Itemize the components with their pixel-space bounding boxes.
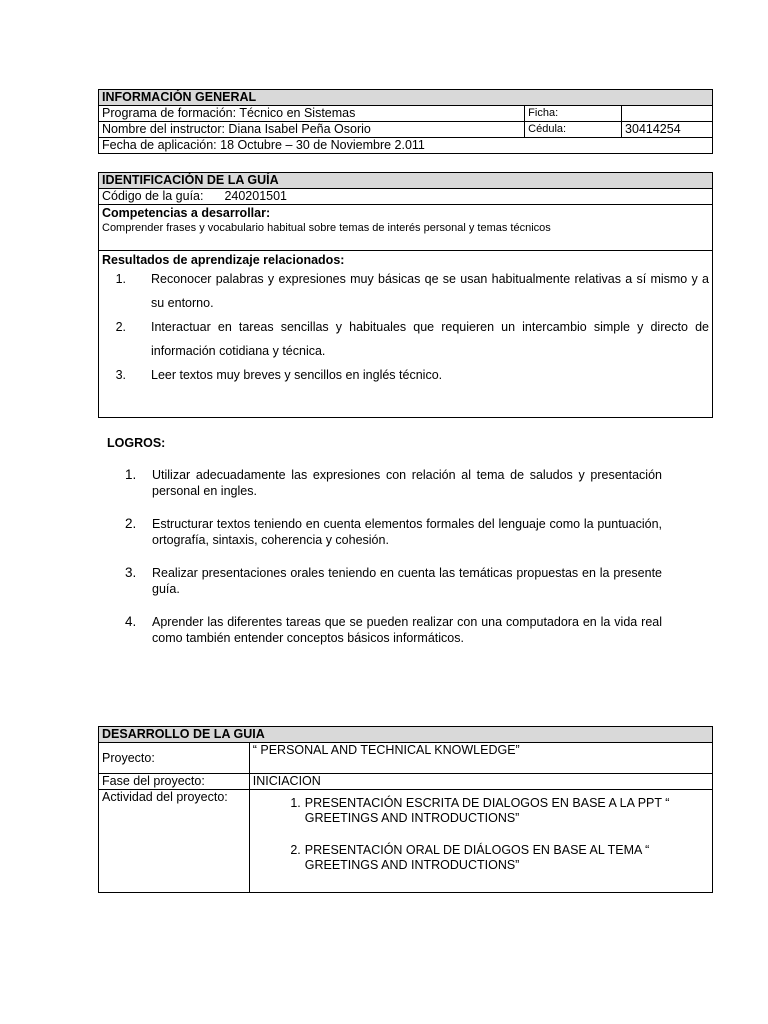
list-item-text: Estructurar textos teniendo en cuenta elementos formales del lenguaje como la puntuación, ortografía, sintaxis, coherencia y cohesión. [152,517,662,547]
list-item-text: Leer textos muy breves y sencillos en inglés técnico. [151,368,443,382]
general-info-table [98,89,713,154]
list-item [125,516,662,548]
competencies-title: Competencias a desarrollar: [102,206,271,220]
activity-cell [249,790,712,893]
guide-code-value: 240201501 [224,189,288,203]
phase-label: Fase del proyecto: [99,774,250,790]
logros-title: LOGROS: [107,436,166,450]
competencies-text: Comprender frases y vocabulario habitual sobre temas de interés personal y temas técnicos [102,222,551,234]
list-item-number: 1. [290,796,301,810]
activity-list [253,796,709,873]
list-item-number: 2. [290,843,301,857]
ficha-label: Ficha: [525,106,622,122]
list-item-number: 4. [125,614,137,629]
list-item-text: Utilizar adecuadamente las expresiones con relación al tema de saludos y presentación personal en ingles. [152,468,662,498]
list-item [102,315,709,363]
list-item-text: Interactuar en tareas sencillas y habituales que requieren un intercambio simple y directo de información cotidiana y técnica. [151,320,709,358]
list-item-text: Aprender las diferentes tareas que se pueden realizar con una computadora en la vida real como también entender conceptos básicos informáticos. [152,615,662,645]
list-item [102,267,709,315]
list-item [253,843,709,873]
date-field: Fecha de aplicación: 18 Octubre – 30 de Noviembre 2.011 [99,138,713,154]
list-item-number: 3. [125,565,137,580]
results-list [102,267,709,387]
guide-code-row [99,189,713,205]
project-value: “ PERSONAL AND TECHNICAL KNOWLEDGE” [249,743,712,774]
list-item [125,614,662,646]
list-item-text: PRESENTACIÓN ESCRITA DE DIALOGOS EN BASE A LA PPT “ GREETINGS AND INTRODUCTIONS” [304,796,670,825]
list-item-number: 2. [115,320,126,334]
results-title: Resultados de aprendizaje relacionados: [102,253,345,267]
cedula-value: 30414254 [622,122,713,138]
instructor-field: Nombre del instructor: Diana Isabel Peña Osorio [99,122,525,138]
list-item-text: PRESENTACIÓN ORAL DE DIÁLOGOS EN BASE AL TEMA “ GREETINGS AND INTRODUCTIONS” [304,843,650,872]
list-item-number: 1. [115,272,126,286]
list-item [125,565,662,597]
list-item-text: Reconocer palabras y expresiones muy básicas qe se usan habitualmente relativas a sí mismo y a su entorno. [151,272,709,310]
development-table [98,726,713,893]
guide-code-label: Código de la guía: [102,189,204,203]
list-item-text: Realizar presentaciones orales teniendo en cuenta las temáticas propuestas en la presente guía. [152,566,662,596]
competencies-cell [99,205,713,251]
program-field: Programa de formación: Técnico en Sistemas [99,106,525,122]
list-item [102,363,709,387]
guide-id-header: IDENTIFICACIÓN DE LA GUÍA [99,173,713,189]
ficha-value [622,106,713,122]
development-header: DESARROLLO DE LA GUIA [99,727,713,743]
activity-label: Actividad del proyecto: [99,790,250,893]
list-item [253,796,709,826]
results-cell [99,251,713,418]
project-label: Proyecto: [99,743,250,774]
phase-value: INICIACION [249,774,712,790]
cedula-label: Cédula: [525,122,622,138]
list-item-number: 1. [125,467,137,482]
guide-id-table [98,172,713,418]
list-item-number: 3. [115,368,126,382]
general-info-header: INFORMACIÓN GENERAL [99,90,713,106]
list-item [125,467,662,499]
list-item-number: 2. [125,516,137,531]
logros-list [125,467,662,663]
